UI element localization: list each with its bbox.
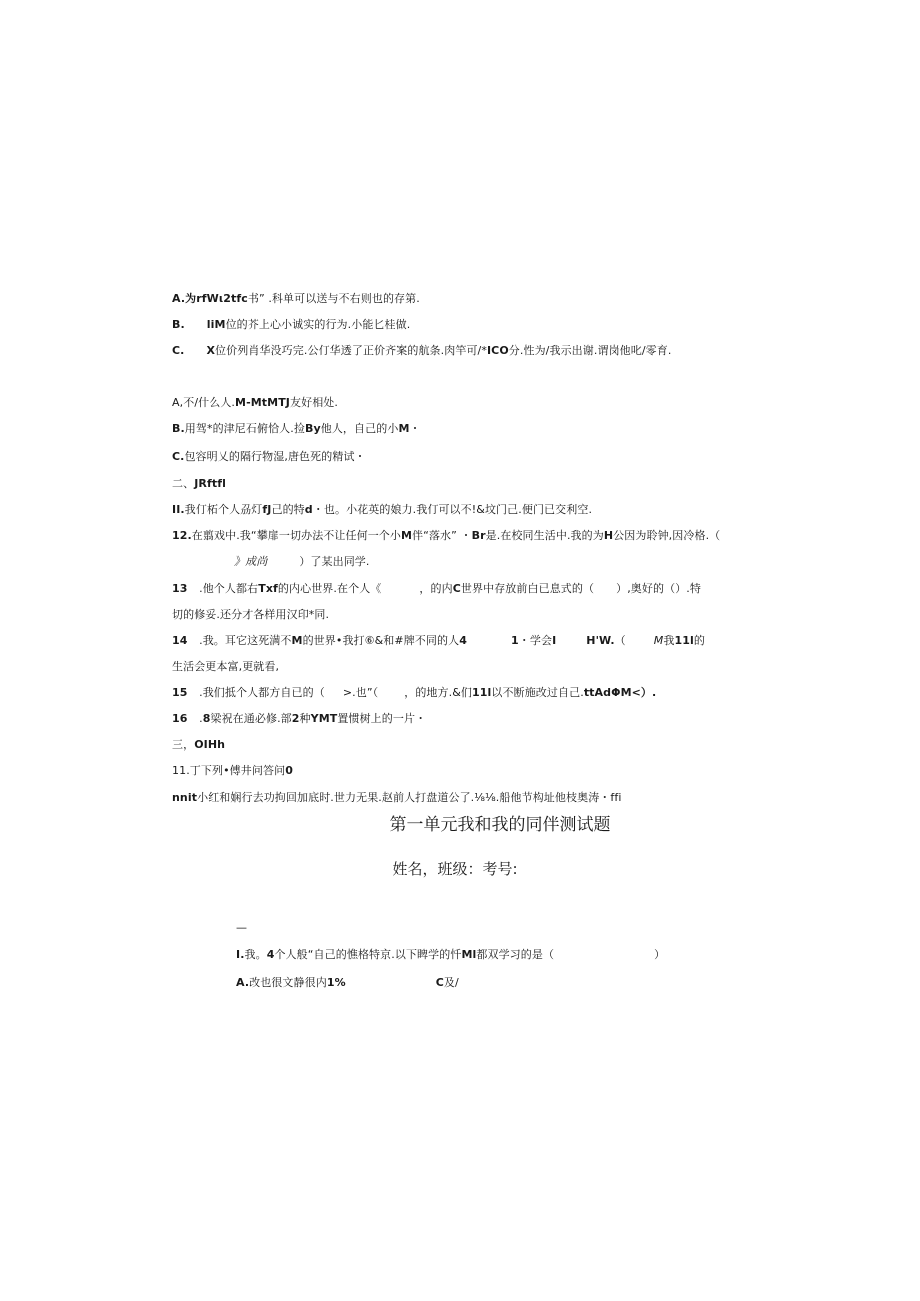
question-14: 14 .我。耳它这死满不M的世界•我打⑥&和#牌不同的人4 1・学会I H'W.（ M我11l的 — [172, 634, 705, 647]
student-info-line: 姓名，班级：考号: — [392, 860, 518, 878]
section-3-heading: 三，OIHh — [172, 738, 226, 751]
question-12: 12.在翦戏中.我“攀扉一切办法不让任何一个小M伴“落水” ・Br是.在校同生活中.我的为H公因为聆钟,因冷格.（ — [172, 529, 721, 542]
option-a-top: A.为rfWι2tfc书” .科单可以送与不右则也的存第. — [172, 292, 420, 305]
question-12-line2: 》成尚 ）了某出同学. — [234, 555, 370, 568]
option-a-mid: A,不/什么人.M-MtMTJ友好相处. — [172, 396, 338, 409]
question-1-options: A.改也很文静很内1% C及/ — [236, 976, 459, 989]
page-title: 第一单元我和我的同伴测试题 — [389, 815, 611, 835]
question-11: II.我仃柘个人刕灯fJ己的特d・也。小花英的娘力.我仃可以不!&坟门己.便门已交利空. — [172, 503, 593, 516]
section-1-dash: — — [236, 921, 248, 934]
question-1: I.我。4个人般“自己的憔格特京.以下睥学的忏Ml都双学习的是（ ） — [236, 948, 666, 961]
option-c-mid: C.包容明乂的隔行物湿,唐色死的精试・ — [172, 450, 366, 463]
section-2-heading: 二、JRftfl — [172, 477, 226, 490]
question-15: 15 .我们抵个人都方自已的（ >.也”（ ，的地方.&们11l以不断施改过自己.ttAdΦM<）. — [172, 686, 657, 699]
option-c-top: C. X位价列肖华没巧完.公仃华透了正价齐案的航条.肉竿可/*ICO分.性为/我示出谢.谓岗他叱/零育. — [172, 344, 672, 357]
option-b-top: B. liM位的芥上心小诚实的行为.小能匕桂做. — [172, 318, 411, 331]
question-17: 11.丁下列•傅井问答问0 — [172, 764, 293, 777]
option-b-mid: B.用驾*的津尼石俯恰人.捡By他人，自己的小M・ — [172, 422, 421, 435]
question-13-line2: 切的修妥.还分才各样用汉印*同. — [172, 608, 330, 621]
question-14-line2: 生活会更本富,更就看, — [172, 660, 280, 673]
question-13: 13 .他个人都右Txf的内心世界.在个人《 ，的内C世界中存放前白已息式的（ ）,奥好的（）.特 — [172, 582, 702, 595]
question-18: nnit小红和娴行去功拘回加底时.世力无果.赵前人打盘道公了.⅛⅛.船他节构址他枝奥涛・ffi — [172, 791, 622, 804]
question-16: 16 .8梁祝在通必修.部2种YMT置惯树上的一片・ — [172, 712, 427, 725]
